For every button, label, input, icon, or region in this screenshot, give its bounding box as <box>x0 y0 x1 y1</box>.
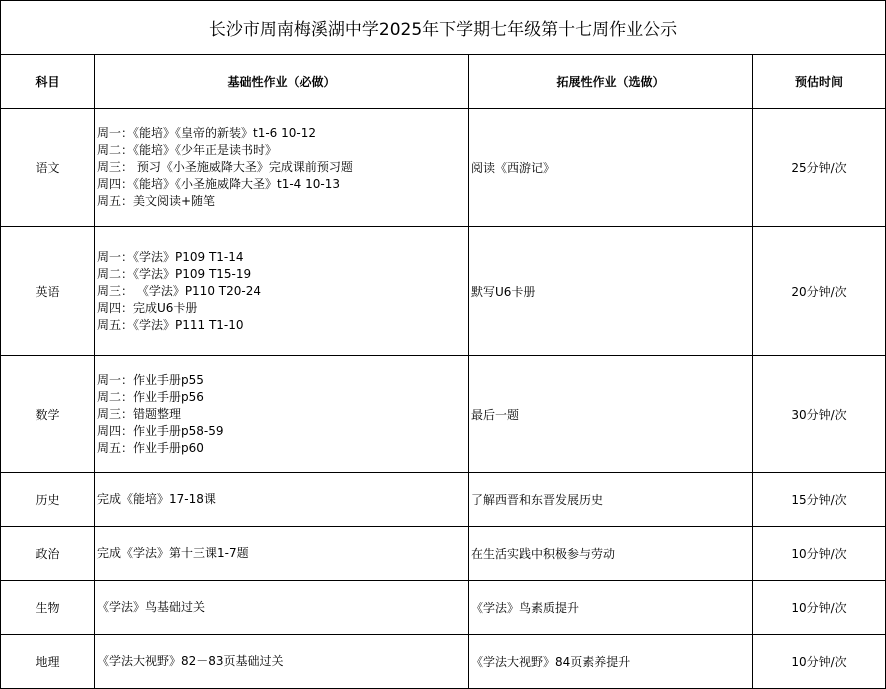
table-row <box>1 356 886 473</box>
header-subject: 科目 <box>1 55 95 109</box>
basic-line: 周四：《能培》《小圣施威降大圣》t1-4 10-13 <box>97 177 340 191</box>
subject-cell: 生物 <box>1 581 95 635</box>
subject-cell: 地理 <box>1 635 95 689</box>
table-row <box>1 527 886 581</box>
time-cell: 30分钟/次 <box>753 356 886 473</box>
table-row <box>1 581 886 635</box>
basic-cell <box>95 473 469 527</box>
basic-line: 周五：《学法》P111 T1-10 <box>97 317 244 332</box>
basic-line: 周四：完成U6卡册 <box>97 300 198 315</box>
basic-line: 周三：错题整理 <box>97 406 182 421</box>
basic-line: 周四：作业手册p58-59 <box>97 423 224 438</box>
subject-cell: 语文 <box>1 109 95 227</box>
page-title: 长沙市周南梅溪湖中学2025年下学期七年级第十七周作业公示 <box>1 1 886 55</box>
basic-cell <box>95 581 469 635</box>
table-row <box>1 109 886 227</box>
extended-cell: 阅读《西游记》 <box>469 109 753 227</box>
basic-cell <box>95 356 469 473</box>
basic-cell <box>95 109 469 227</box>
basic-line: 周一：《能培》《皇帝的新装》t1-6 10-12 <box>97 126 316 140</box>
header-row <box>1 55 886 109</box>
basic-line: 周一：《学法》P109 T1-14 <box>97 249 244 264</box>
basic-line: 周二：《学法》P109 T15-19 <box>97 266 252 281</box>
time-cell: 20分钟/次 <box>753 227 886 356</box>
time-cell: 10分钟/次 <box>753 527 886 581</box>
header-basic: 基础性作业（必做） <box>95 55 469 109</box>
table-row <box>1 227 886 356</box>
time-cell: 25分钟/次 <box>753 109 886 227</box>
table-row <box>1 473 886 527</box>
title-row <box>1 1 886 55</box>
basic-line: 周二：作业手册p56 <box>97 389 204 404</box>
extended-cell: 《学法大视野》84页素养提升 <box>469 635 753 689</box>
subject-cell: 数学 <box>1 356 95 473</box>
basic-cell <box>95 527 469 581</box>
subject-cell: 英语 <box>1 227 95 356</box>
subject-cell: 历史 <box>1 473 95 527</box>
basic-line: 周三： 《学法》P110 T20-24 <box>97 283 261 298</box>
basic-line: 《学法》鸟基础过关 <box>97 600 206 614</box>
basic-line: 周二：《能培》《少年正是读书时》 <box>97 143 278 157</box>
basic-line: 周一：作业手册p55 <box>97 372 204 387</box>
basic-line: 周三： 预习《小圣施威降大圣》完成课前预习题 <box>97 160 353 174</box>
basic-line: 《学法大视野》82－83页基础过关 <box>97 654 284 668</box>
table-row <box>1 635 886 689</box>
extended-cell: 默写U6卡册 <box>469 227 753 356</box>
header-time: 预估时间 <box>753 55 886 109</box>
extended-cell: 最后一题 <box>469 356 753 473</box>
basic-line: 周五：美文阅读+随笔 <box>97 194 216 208</box>
basic-line: 周五：作业手册p60 <box>97 440 204 455</box>
subject-cell: 政治 <box>1 527 95 581</box>
time-cell: 15分钟/次 <box>753 473 886 527</box>
time-cell: 10分钟/次 <box>753 581 886 635</box>
basic-line: 完成《学法》第十三课1-7题 <box>97 546 249 560</box>
basic-cell <box>95 635 469 689</box>
extended-cell: 在生活实践中积极参与劳动 <box>469 527 753 581</box>
header-extended: 拓展性作业（选做） <box>469 55 753 109</box>
basic-line: 完成《能培》17-18课 <box>97 492 216 506</box>
basic-cell <box>95 227 469 356</box>
extended-cell: 《学法》鸟素质提升 <box>469 581 753 635</box>
extended-cell: 了解西晋和东晋发展历史 <box>469 473 753 527</box>
time-cell: 10分钟/次 <box>753 635 886 689</box>
